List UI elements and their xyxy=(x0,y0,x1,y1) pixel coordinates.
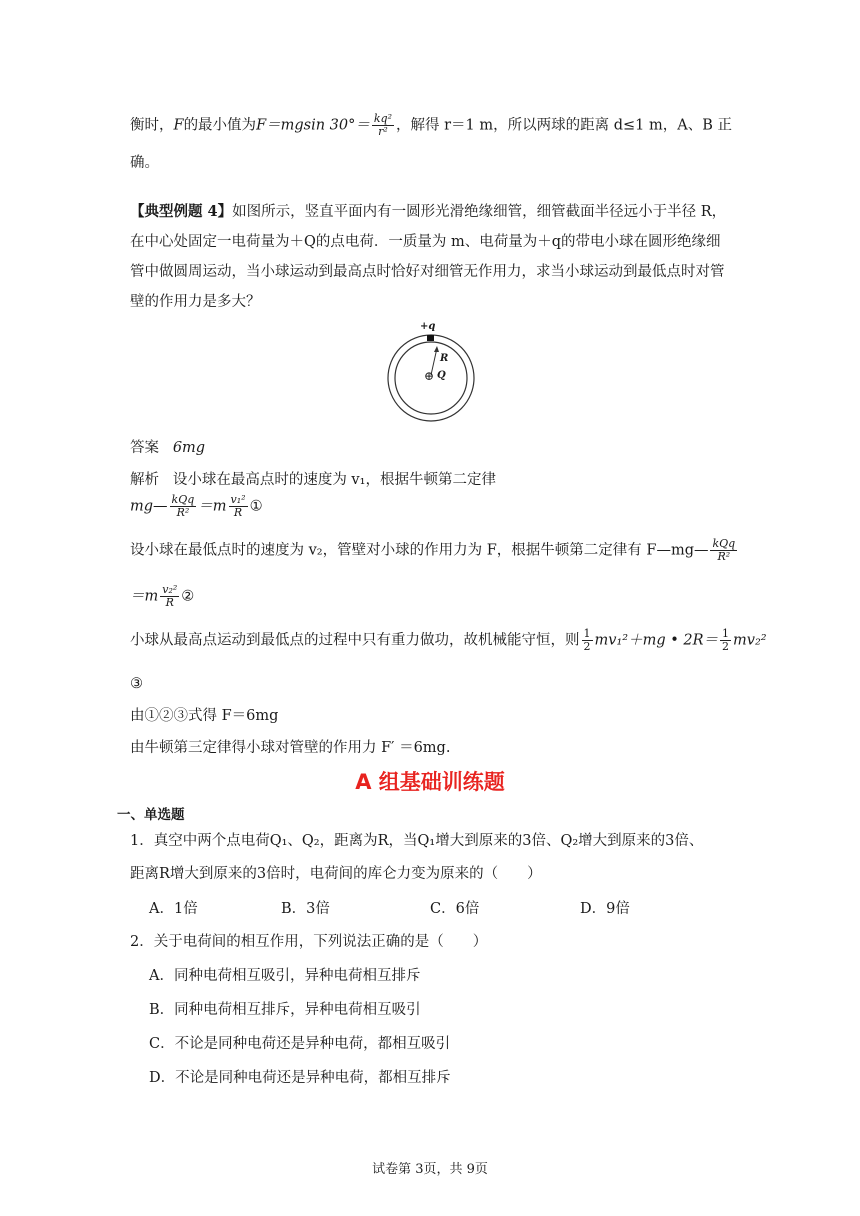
example-question xyxy=(130,197,730,317)
q2-option-d[interactable]: D．不论是同种电荷还是异种电荷，都相互排斥 xyxy=(149,1070,451,1086)
solution-line-1: 衡时，F的最小值为F＝mgsin 30°＝ $\frac{\text{kq²}}{\text{r²}}$ ，解得 r＝1 m，所以两球的距离 d≤1 m，A、B 正 xyxy=(130,112,732,138)
fraction-kq2-r2: $\frac{\text{kq²}}{\text{r²}}$ xyxy=(373,112,393,138)
q2-option-c[interactable]: C．不论是同种电荷还是异种电荷，都相互吸引 xyxy=(149,1036,451,1052)
q2-option-b[interactable]: B．同种电荷相互排斥，异种电荷相互吸引 xyxy=(149,1002,421,1018)
analysis-line-4: 由①②③式得 F＝6mg xyxy=(130,708,279,724)
q1-line-1: 1．真空中两个点电荷Q₁、Q₂，距离为R，当Q₁增大到原来的3倍、Q₂增大到原来的3倍、 xyxy=(130,833,704,849)
charged-ball xyxy=(427,335,434,341)
q2-question: 2．关于电荷间的相互作用，下列说法正确的是（ ） xyxy=(130,934,488,950)
section-title: 一、单选题 xyxy=(117,807,185,823)
analysis-line-1: 解析 设小球在最高点时的速度为 v₁，根据牛顿第二定律 xyxy=(130,472,496,488)
solution-line-2: 确。 xyxy=(130,155,159,171)
example-label: 【典型例题 4】 xyxy=(130,203,233,220)
label-plus-q: +q xyxy=(420,321,436,332)
analysis-eq-2: ＝m $\frac{\text{v₂²}}{R}$ ② xyxy=(130,583,195,609)
circular-tube-figure xyxy=(385,318,477,424)
q1-option-c[interactable]: C．6倍 xyxy=(430,901,480,917)
q1-line-2: 距离R增大到原来的3倍时，电荷间的库仑力变为原来的（ ） xyxy=(130,866,542,882)
analysis-line-5: 由牛顿第三定律得小球对管壁的作用力 F′ ＝6mg. xyxy=(130,740,451,756)
analysis-line-3-mark: ③ xyxy=(130,676,143,692)
q1-option-b[interactable]: B．3倍 xyxy=(281,901,330,917)
analysis-line-2: 设小球在最低点时的速度为 v₂，管壁对小球的作用力为 F，根据牛顿第二定律有 F—mg— $\frac{\text{kQq}}{\text{R²}}$ xyxy=(130,537,736,563)
group-title: A 组基础训练题 xyxy=(355,770,505,794)
label-Q: Q xyxy=(437,370,446,381)
analysis-label: 解析 xyxy=(130,472,159,488)
answer-value: 6mg xyxy=(172,440,206,456)
q2-option-a[interactable]: A．同种电荷相互吸引，异种电荷相互排斥 xyxy=(149,968,421,984)
q1-option-a[interactable]: A．1倍 xyxy=(149,901,198,917)
example-text: 如图所示，竖直平面内有一圆形光滑绝缘细管，细管截面半径远小于半径 R，在中心处固定一电荷量为＋Q的点电荷．一质量为 m、电荷量为＋q的带电小球在圆形绝缘细管中做圆周运动，当小球运动到最高点时恰好对细管无作用力，求当小球运动到最低点时对管壁的作用力是多大？ xyxy=(130,204,727,310)
label-radius: R xyxy=(440,353,449,364)
answer-label: 答案 xyxy=(130,440,159,456)
page-footer: 试卷第 3页，共 9页 xyxy=(372,1162,488,1177)
center-charge-icon: ⊕ xyxy=(424,369,435,383)
analysis-eq-1: mg— $\frac{\text{kQq}}{\text{R²}}$ ＝m $\frac{\text{v₁²}}{R}$ ① xyxy=(130,493,263,519)
analysis-line-3: 小球从最高点运动到最低点的过程中只有重力做功，故机械能守恒，则 $\frac{1}{2}$ mv₁²＋mg • 2R＝ $\frac{1}{2}$ mv₂² xyxy=(130,627,767,653)
q1-option-d[interactable]: D．9倍 xyxy=(580,901,630,917)
answer-line xyxy=(130,438,205,458)
